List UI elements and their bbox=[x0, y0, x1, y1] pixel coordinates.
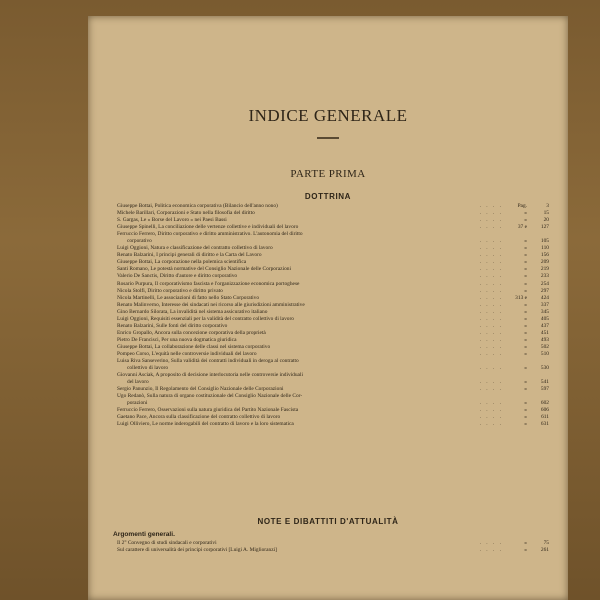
page-number: 541 bbox=[540, 379, 549, 386]
leader-dots: . . . . bbox=[479, 379, 503, 386]
index-entry bbox=[117, 407, 549, 414]
page-prefix: » bbox=[524, 217, 527, 224]
entry-text: Sergio Panunzio, Il Regolamento del Consiglio Nazionale delle Corporazioni bbox=[117, 386, 284, 393]
page-number: 3 bbox=[546, 203, 549, 209]
index-entry bbox=[117, 337, 549, 344]
page-number: 20 bbox=[543, 217, 549, 224]
page-number: 611 bbox=[541, 414, 549, 421]
entry-text: Pietro De Francisci, Per una nuova dogmatica giuridica bbox=[117, 336, 237, 343]
index-entry bbox=[117, 309, 549, 316]
page-number: 75 bbox=[543, 540, 549, 546]
leader-dots: . . . . bbox=[479, 400, 503, 407]
title-rule bbox=[317, 137, 339, 139]
index-entry bbox=[117, 281, 549, 288]
page-number: 502 bbox=[540, 343, 549, 350]
page-number: 510 bbox=[540, 350, 549, 357]
index-entry bbox=[117, 295, 549, 302]
leader-dots: . . . . bbox=[479, 343, 503, 350]
page-number: 209 bbox=[540, 259, 549, 266]
section-heading-notes: NOTE E DIBATTITI D'ATTUALITÀ bbox=[257, 517, 399, 526]
subsection-heading: Argomenti generali. bbox=[113, 531, 175, 538]
page-prefix: » bbox=[524, 407, 527, 414]
index-entry bbox=[117, 344, 549, 351]
page-number: 451 bbox=[540, 329, 549, 336]
page-prefix: » bbox=[524, 287, 527, 294]
page-prefix: » bbox=[524, 266, 527, 273]
leader-dots: . . . . bbox=[479, 224, 503, 231]
page-number: 337 bbox=[540, 301, 549, 308]
leader-dots: . . . . bbox=[479, 322, 503, 329]
entry-text: Enrico Gropallo, Ancora sulla concezione corporativa della proprietà bbox=[117, 329, 266, 336]
leader-dots: . . . . bbox=[479, 287, 503, 294]
page-number: 15 bbox=[543, 210, 549, 217]
entry-text: Giovanni Asciak, A proposito di decisione interlocutoria nelle controversie individuali bbox=[117, 372, 303, 379]
page-number: 254 bbox=[540, 280, 549, 287]
index-entry bbox=[117, 245, 549, 252]
page-prefix: » bbox=[524, 259, 527, 266]
page-prefix: » bbox=[524, 252, 527, 259]
leader-dots: . . . . bbox=[479, 407, 503, 414]
index-entry bbox=[117, 421, 549, 428]
page-prefix: » bbox=[524, 210, 527, 217]
entry-text: Giuseppe Bottai, La collaborazione delle classi nel sistema corporativo bbox=[117, 343, 271, 350]
entry-text: Renato Malinverno, Interesse dei sindacati nei ricorso alle giurisdizioni amministrative bbox=[117, 301, 305, 308]
leader-dots: . . . . bbox=[479, 259, 503, 266]
index-entry bbox=[117, 540, 549, 547]
entry-text: Luigi Oggioni, Requisiti essenziali per la validità del contratto collettivo di lavoro bbox=[117, 315, 294, 322]
entry-text: del lavoro bbox=[127, 379, 149, 386]
index-entry bbox=[117, 372, 549, 379]
entry-text: Ugo Redanò, Sulla natura di organo costituzionale del Consiglio Nazionale delle Cor- bbox=[117, 393, 303, 400]
section-heading-doctrine: DOTTRINA bbox=[304, 192, 352, 201]
index-entry bbox=[117, 252, 549, 259]
index-entry bbox=[117, 210, 549, 217]
leader-dots: . . . . bbox=[479, 336, 503, 343]
leader-dots: . . . . bbox=[479, 245, 503, 252]
leader-dots: . . . . bbox=[479, 210, 503, 217]
index-entry bbox=[117, 330, 549, 337]
index-entry bbox=[117, 414, 549, 421]
page-prefix: » bbox=[524, 273, 527, 280]
notes-list bbox=[117, 540, 549, 554]
index-entry bbox=[117, 400, 549, 407]
page-title: INDICE GENERALE bbox=[248, 106, 408, 125]
page-number: 597 bbox=[540, 386, 549, 393]
entry-text: Santi Romano, Le potestà normative del Consiglio Nazionale delle Corporazioni bbox=[117, 266, 291, 273]
entry-text: Luigi Olliviero, Le norme inderogabili del contratto di lavoro e la loro sistematica bbox=[117, 421, 294, 428]
page-prefix: » bbox=[524, 336, 527, 343]
page-prefix: » bbox=[524, 540, 527, 546]
entry-text: Renato Balzarini, I principi generali di diritto e la Carta del Lavoro bbox=[117, 252, 262, 259]
entry-text: corporativo bbox=[127, 238, 152, 245]
page-prefix: » bbox=[524, 329, 527, 336]
page-prefix: » bbox=[524, 386, 527, 393]
index-entry bbox=[117, 365, 549, 372]
document-page bbox=[88, 16, 568, 600]
leader-dots: . . . . bbox=[479, 203, 503, 209]
page-prefix: » bbox=[524, 315, 527, 322]
entry-text: Gino Bernardo Silorata, La invalidità nel sistema assicurativo italiano bbox=[117, 308, 268, 315]
entry-text: Nicola Stolfi, Diritto corporativo e diritto privato bbox=[117, 287, 223, 294]
leader-dots: . . . . bbox=[479, 540, 503, 546]
page-prefix: » bbox=[524, 379, 527, 386]
page-prefix: Pag. bbox=[517, 203, 527, 209]
index-entry bbox=[117, 393, 549, 400]
leader-dots: . . . . bbox=[479, 308, 503, 315]
index-entry bbox=[117, 273, 549, 280]
leader-dots: . . . . bbox=[479, 315, 503, 322]
entry-text: Luisa Riva Sanseverino, Sulla validità dei contratti individuali in deroga al contratto bbox=[117, 358, 299, 365]
page-prefix: » bbox=[524, 421, 527, 428]
page-number: 530 bbox=[540, 365, 549, 372]
page-number: 606 bbox=[540, 407, 549, 414]
entry-text: Nicola Martinelli, Le associazioni di fatto nello Stato Corporativo bbox=[117, 294, 260, 301]
leader-dots: . . . . bbox=[479, 294, 503, 301]
entry-text: Rosario Purpura, Il corporativismo fascista e l'organizzazione economica portoghese bbox=[117, 280, 300, 287]
part-heading: PARTE PRIMA bbox=[290, 168, 366, 180]
page-prefix: 313 e bbox=[515, 294, 527, 301]
index-entry bbox=[117, 386, 549, 393]
page-prefix: 37 e bbox=[517, 224, 527, 231]
entry-text: collettivo di lavoro bbox=[127, 365, 169, 372]
index-entry bbox=[117, 217, 549, 224]
page-prefix: » bbox=[524, 245, 527, 252]
page-number: 219 bbox=[540, 266, 549, 273]
page-number: 345 bbox=[540, 308, 549, 315]
leader-dots: . . . . bbox=[479, 329, 503, 336]
page-number: 261 bbox=[540, 547, 549, 554]
entry-text: Gaetano Pace, Ancora sulla classificazione del contratto collettivo di lavoro bbox=[117, 414, 281, 421]
leader-dots: . . . . bbox=[479, 547, 503, 554]
entry-text: Giuseppe Bottai, Politica economica corporativa (Bilancio dell'anno nono) bbox=[117, 203, 278, 209]
entry-text: porazioni bbox=[127, 400, 148, 407]
index-entry bbox=[117, 203, 549, 210]
page-prefix: » bbox=[524, 414, 527, 421]
page-number: 156 bbox=[540, 252, 549, 259]
doctrine-list bbox=[117, 203, 549, 429]
index-entry bbox=[117, 323, 549, 330]
page-number: 424 bbox=[540, 294, 549, 301]
page-number: 127 bbox=[540, 224, 549, 231]
entry-text: Michele Barillari, Corporazioni e Stato nella filosofia del diritto bbox=[117, 210, 255, 217]
entry-text: Sul carattere di universalità dei principi corporativi [Luigi A. Miglioranzi] bbox=[117, 547, 277, 554]
page-prefix: » bbox=[524, 238, 527, 245]
page-number: 405 bbox=[540, 315, 549, 322]
entry-text: Il 2° Convegno di studi sindacali e corporativi bbox=[117, 540, 217, 546]
entry-text: Pompeo Corso, L'equità nelle controversie individuali del lavoro bbox=[117, 350, 257, 357]
leader-dots: . . . . bbox=[479, 386, 503, 393]
entry-text: Luigi Oggioni, Natura e classificazione del contratto collettivo di lavoro bbox=[117, 245, 273, 252]
entry-text: Giuseppe Spinelli, La conciliazione delle vertenze collettive e individuali del lavoro bbox=[117, 224, 299, 231]
index-entry bbox=[117, 547, 549, 554]
index-entry bbox=[117, 266, 549, 273]
index-entry bbox=[117, 302, 549, 309]
index-entry bbox=[117, 288, 549, 295]
page-prefix: » bbox=[524, 365, 527, 372]
entry-text: Renato Balzarini, Sulle fonti del diritto corporativo bbox=[117, 322, 228, 329]
page-number: 233 bbox=[540, 273, 549, 280]
index-entry bbox=[117, 224, 549, 231]
leader-dots: . . . . bbox=[479, 421, 503, 428]
leader-dots: . . . . bbox=[479, 266, 503, 273]
entry-text: Giuseppe Bottai, La corporazione nella polemica scientifica bbox=[117, 259, 247, 266]
page-prefix: » bbox=[524, 308, 527, 315]
entry-text: S. Gargas, Le « Borse del Lavoro » nei Paesi Bassi bbox=[117, 217, 227, 224]
index-entry bbox=[117, 351, 549, 358]
page-number: 602 bbox=[540, 400, 549, 407]
page-number: 110 bbox=[541, 245, 549, 252]
leader-dots: . . . . bbox=[479, 301, 503, 308]
leader-dots: . . . . bbox=[479, 365, 503, 372]
entry-text: Ferruccio Ferrero, Diritto corporativo e diritto amministrativo. L'autonomia del diritto bbox=[117, 231, 303, 238]
index-entry bbox=[117, 379, 549, 386]
page-number: 297 bbox=[540, 287, 549, 294]
leader-dots: . . . . bbox=[479, 273, 503, 280]
index-entry bbox=[117, 316, 549, 323]
page-prefix: » bbox=[524, 350, 527, 357]
leader-dots: . . . . bbox=[479, 252, 503, 259]
leader-dots: . . . . bbox=[479, 280, 503, 287]
page-prefix: » bbox=[524, 343, 527, 350]
page-prefix: » bbox=[524, 547, 527, 554]
page-number: 105 bbox=[540, 238, 549, 245]
page-number: 493 bbox=[540, 336, 549, 343]
page-prefix: » bbox=[524, 301, 527, 308]
leader-dots: . . . . bbox=[479, 350, 503, 357]
page-number: 437 bbox=[540, 322, 549, 329]
page-number: 631 bbox=[540, 421, 549, 428]
index-entry bbox=[117, 231, 549, 238]
index-entry bbox=[117, 259, 549, 266]
entry-text: Valerio De Sanctis, Diritto d'autore e diritto corporativo bbox=[117, 273, 238, 280]
page-prefix: » bbox=[524, 400, 527, 407]
page-prefix: » bbox=[524, 280, 527, 287]
page-prefix: » bbox=[524, 322, 527, 329]
index-entry bbox=[117, 358, 549, 365]
index-entry bbox=[117, 238, 549, 245]
leader-dots: . . . . bbox=[479, 238, 503, 245]
leader-dots: . . . . bbox=[479, 414, 503, 421]
leader-dots: . . . . bbox=[479, 217, 503, 224]
entry-text: Ferruccio Ferrero, Osservazioni sulla natura giuridica del Partito Nazionale Fascista bbox=[117, 407, 299, 414]
